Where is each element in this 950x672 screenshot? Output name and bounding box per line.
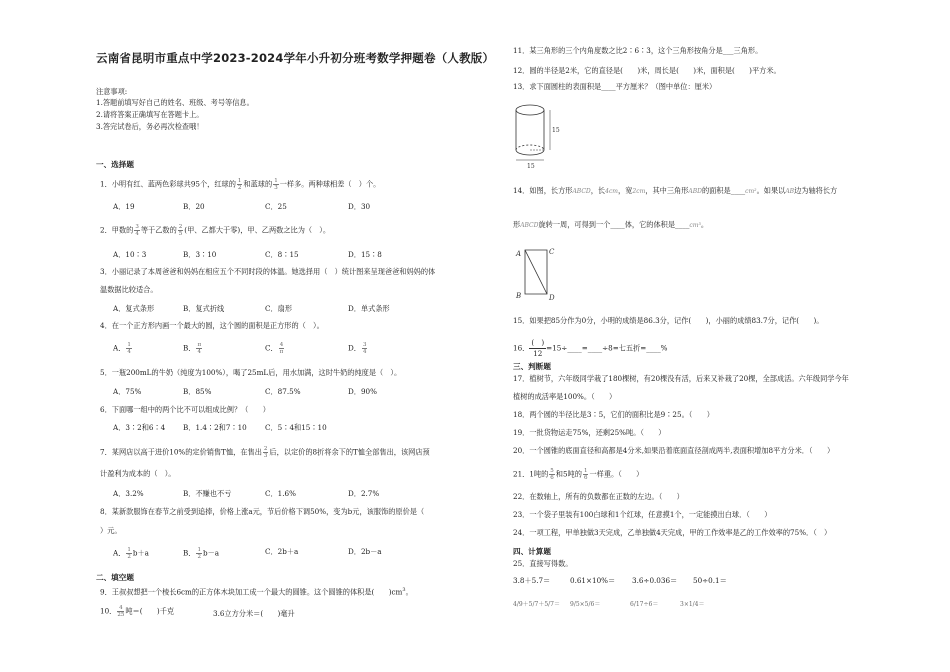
fraction: $\frac{1}{3}$ [274, 178, 278, 191]
option-c: C．87.5% [265, 387, 301, 396]
question-11: 11．某三角形的三个内角度数之比2∶6∶3，这个三角形按角分是___三角形。 [513, 46, 763, 55]
rectangle-figure [513, 242, 563, 304]
option-b: B．不赚也不亏 [183, 489, 232, 498]
question-17: 17．植树节，六年级同学栽了180棵树，有20棵没有活，后来又补栽了20棵，全部成活。六年级同学今年 [513, 374, 849, 383]
note-item: 1.答题前填写好自己的姓名、班级、考号等信息。 [96, 98, 254, 107]
calc-item: 3.8＋5.7＝ [513, 576, 551, 585]
option-a: A．复式条形 [113, 304, 155, 313]
calc-item: 6/17÷6＝ [630, 601, 659, 608]
note-item: 2.请将答案正确填写在答题卡上。 [96, 110, 204, 119]
option-a: A．75% [113, 387, 142, 396]
option-b: B．复式折线 [183, 304, 225, 313]
question-15: 15．如果把85分作为0分，小明的成绩是86.3分，记作( )，小丽的成绩83.7分，记作( )。 [513, 316, 824, 325]
question-12: 12．圆的半径是2米，它的直径是( )米，周长是( )米，面积是( )平方米。 [513, 66, 781, 75]
fraction: $\frac{2}{3}$ [263, 446, 268, 459]
question-13: 13．求下面圆柱的表面积是____平方厘米？（图中单位：厘米） [513, 82, 717, 91]
option-a: A．10∶3 [113, 250, 147, 259]
calc-item: 50÷0.1＝ [693, 576, 727, 585]
option-c: C．8∶15 [265, 250, 299, 259]
option-a: A．3.2% [113, 489, 144, 498]
option-c: C．1.6% [265, 489, 296, 498]
question-3: 3．小丽记录了本周爸爸和妈妈在相应五个不同时段的体温。她选择用（ ）统计图来呈现爸爸和妈妈的体 [100, 267, 436, 276]
question-3-cont: 温数据比较适合。 [100, 285, 158, 294]
question-9: 9．王叔叔想把一个棱长6cm的正方体木块加工成一个最大的圆锥。这个圆锥的体积是( )$cm^3$。 [100, 587, 413, 597]
question-17-cont: 植树的成活率是100%。（ ） [513, 392, 617, 401]
option-a: A．3∶2和6∶4 [113, 423, 166, 432]
question-22: 22．在数轴上，所有的负数都在正数的左边。（ ） [513, 492, 684, 501]
calc-item: 4/9＋5/7＋5/7＝ [513, 601, 560, 608]
vertex-d: D [549, 294, 555, 302]
fraction: $\frac{1}{2}$ [237, 178, 242, 191]
option-d: D．2b－a [348, 547, 382, 556]
page-title: 云南省昆明市重点中学2023-2024学年小升初分班考数学押题卷（人教版） [96, 51, 495, 65]
question-14: 14．如图，长方形ABCD，长4cm，宽2cm，其中三角形ABD的面积是____cm²。如果以AB边为轴将长方 [513, 186, 838, 195]
question-7: 7．某网店以高于进价10%的定价销售T恤，在售出 $\frac{2}{3}$ 后，以定价的8折将余下的T恤全部售出，该网店预 [100, 446, 430, 459]
question-6: 6．下面哪一组中的两个比不可以组成比例？（ ） [100, 405, 270, 414]
option-b: B．85% [183, 387, 212, 396]
question-18: 18．两个圆的半径比是3∶5，它们的面积比是9∶25。（ ） [513, 410, 714, 419]
option-d: D．30 [348, 202, 371, 211]
question-16: 16． ( ) 12 =15÷____=____÷8=七五折=____% [513, 338, 668, 358]
question-23: 23．一个袋子里装有100白球和1个红球，任意摸1个，一定能摸出白球．（ ） [513, 510, 772, 519]
vertex-a: A [516, 250, 522, 258]
option-b: B．3∶10 [183, 250, 217, 259]
section-calc-heading: 四、计算题 [513, 547, 551, 556]
question-2: 2．甲数的 $\frac{3}{4}$ 等于乙数的 $\frac{2}{5}$ (甲、乙都大于零)，甲、乙两数之比为（ ）。 [100, 224, 331, 237]
option-b: B．1.4∶2和7∶10 [183, 423, 247, 432]
option-c: C． $\frac{4}{\pi}$ [265, 342, 284, 355]
option-a: A． $\frac{1}{2}$ b＋a [113, 547, 149, 560]
option-d: D．90% [348, 387, 377, 396]
question-4: 4．在一个正方形内画一个最大的圆，这个圆的面积是正方形的（ ）。 [100, 321, 324, 330]
notes-heading: 注意事项: [96, 87, 128, 96]
question-7-cont: 计盈利为成本的（ ）。 [100, 469, 176, 478]
calc-item: 3.6÷0.036＝ [632, 576, 678, 585]
vertex-b: B [516, 292, 522, 300]
question-8-cont: ）元。 [100, 526, 122, 535]
option-a: A．19 [113, 202, 135, 211]
option-c: C．扇形 [265, 304, 293, 313]
option-a: A． $\frac{1}{4}$ [113, 342, 131, 355]
fraction: $\frac{2}{5}$ [178, 224, 183, 237]
calc-item: 9/5×5/6＝ [570, 601, 601, 608]
note-item: 3.答完试卷后，务必再次检查哦！ [96, 122, 204, 131]
option-b: B． $\frac{\pi}{4}$ [183, 342, 202, 355]
question-24: 24．一项工程，甲单独做3天完成，乙单独做4天完成，甲的工作效率是乙的工作效率的75%．（ ） [513, 528, 832, 537]
section-choice-heading: 一、选择题 [96, 160, 134, 169]
option-c: C．25 [265, 202, 287, 211]
question-1: 1．小明有红、蓝两色彩球共95个，红球的 $\frac{1}{2}$ 和蓝球的 $\frac{1}{3}$ 一样多。两种球相差（ ）个。 [100, 178, 381, 191]
question-8: 8．某新款服饰在春节之前受到追捧，价格上涨a元，节后价格下调50%，变为b元，该服饰的原价是（ [100, 507, 425, 516]
cylinder-figure [508, 100, 568, 170]
question-5: 5．一瓶200mL的牛奶（纯度为100%），喝了25mL后，用水加满，这时牛奶的纯度是（ ）。 [100, 368, 402, 377]
option-c: C．2b＋a [265, 547, 299, 556]
section-fill-heading: 二、填空题 [96, 573, 134, 582]
option-b: B． $\frac{1}{2}$ b－a [183, 547, 220, 560]
section-judge-heading: 三、判断题 [513, 362, 551, 371]
option-d: D．15∶8 [348, 250, 382, 259]
calc-item: 3×1/4＝ [680, 601, 705, 608]
calc-item: 0.61×10%＝ [570, 576, 616, 585]
question-19: 19．一批货物运走75%，还剩25%吨。（ ） [513, 428, 666, 437]
option-d: D．2.7% [348, 489, 380, 498]
question-14-cont: 形ABCD旋转一周，可得到一个____体，它的体积是____cm³。 [513, 220, 709, 229]
question-10-part2: 3.6立方分米＝( )毫升 [213, 609, 295, 618]
question-21: 21．1吨的 $\frac{5}{6}$ 和5吨的 $\frac{1}{6}$ 一样重。（ ） [513, 468, 644, 481]
option-b: B．20 [183, 202, 205, 211]
question-25: 25．直接写得数。 [513, 559, 573, 568]
cylinder-diameter-label: 15 [527, 163, 535, 170]
vertex-c: C [549, 248, 555, 256]
fraction: $\frac{3}{4}$ [135, 224, 139, 237]
question-20: 20．一个圆锥的底面直径和高都是4分米,如果沿着底面直径剖成两半,表面积增加8平方分米．（ ） [513, 446, 835, 455]
cylinder-height-label: 15 [552, 127, 560, 134]
option-c: C．5∶4和15∶10 [265, 423, 327, 432]
option-d: D． $\frac{3}{4}$ [348, 342, 367, 355]
option-d: D．单式条形 [348, 304, 390, 313]
question-10: 10． $\frac{4}{25}$ 吨＝( )千克 [100, 605, 175, 618]
